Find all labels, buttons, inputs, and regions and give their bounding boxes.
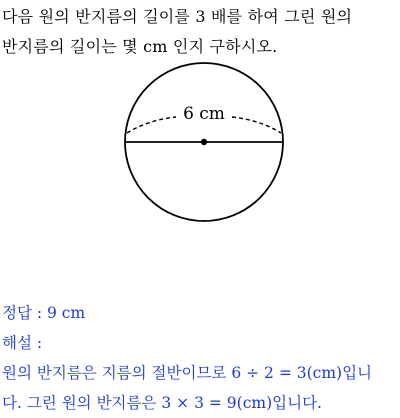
- answer-line: 정답 : 9 cm: [2, 304, 86, 322]
- explanation-line-2: 다. 그린 원의 반지름은 3 × 3 = 9(cm)입니다.: [2, 394, 322, 412]
- question-line-2: 반지름의 길이는 몇 cm 인지 구하시오.: [2, 37, 278, 56]
- dimension-arc-right: [232, 117, 281, 133]
- diameter-label: 6 cm: [183, 104, 225, 124]
- answer-section: [2, 298, 398, 418]
- dimension-arc-left: [127, 117, 176, 133]
- explanation-line-1: 원의 반지름은 지름의 절반이므로 6 ÷ 2 = 3(cm)입니: [2, 364, 373, 382]
- explanation-title: 해설 :: [2, 334, 43, 352]
- question-line-1: 다음 원의 반지름의 길이를 3 배를 하여 그린 원의: [2, 7, 353, 26]
- center-point: [201, 139, 207, 145]
